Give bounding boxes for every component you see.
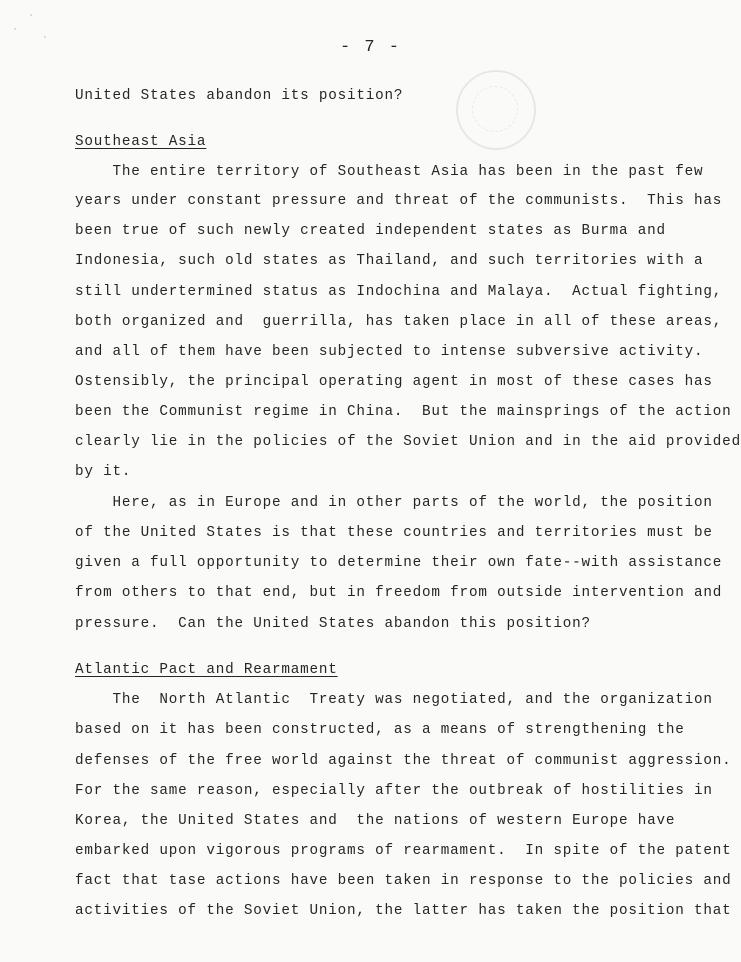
scan-speck bbox=[14, 28, 16, 30]
body-line: United States abandon its position? bbox=[75, 88, 404, 104]
body-line: given a full opportunity to determine their own fate--with assistance bbox=[75, 555, 723, 571]
body-line: of the United States is that these countries and territories must be bbox=[75, 525, 713, 541]
body-line: and all of them have been subjected to intense subversive activity. bbox=[75, 344, 704, 360]
body-line: Here, as in Europe and in other parts of the world, the position bbox=[75, 495, 713, 511]
section-heading-atlantic-pact: Atlantic Pact and Rearmament bbox=[75, 662, 338, 678]
page-number: - 7 - bbox=[339, 38, 401, 57]
scan-speck bbox=[30, 14, 32, 16]
body-line: Indonesia, such old states as Thailand, and such territories with a bbox=[75, 253, 704, 269]
body-line: fact that tase actions have been taken in response to the policies and bbox=[75, 873, 732, 889]
body-line: by it. bbox=[75, 464, 132, 480]
body-line: Ostensibly, the principal operating agent in most of these cases has bbox=[75, 374, 713, 390]
body-line: pressure. Can the United States abandon this position? bbox=[75, 616, 591, 632]
body-line: The North Atlantic Treaty was negotiated, and the organization bbox=[75, 692, 713, 708]
body-line: Korea, the United States and the nations of western Europe have bbox=[75, 813, 676, 829]
body-line: been true of such newly created independent states as Burma and bbox=[75, 223, 666, 239]
body-line: activities of the Soviet Union, the latter has taken the position that bbox=[75, 903, 732, 919]
body-line: defenses of the free world against the threat of communist aggression. bbox=[75, 753, 732, 769]
body-line: based on it has been constructed, as a means of strengthening the bbox=[75, 722, 685, 738]
body-line: clearly lie in the policies of the Soviet Union and in the aid provided bbox=[75, 434, 741, 450]
body-line: For the same reason, especially after the outbreak of hostilities in bbox=[75, 783, 713, 799]
section-heading-southeast-asia: Southeast Asia bbox=[75, 134, 207, 150]
library-stamp bbox=[456, 70, 536, 150]
body-line: been the Communist regime in China. But the mainsprings of the action bbox=[75, 404, 732, 420]
body-line: still undertermined status as Indochina and Malaya. Actual fighting, bbox=[75, 284, 723, 300]
body-line: both organized and guerrilla, has taken place in all of these areas, bbox=[75, 314, 723, 330]
body-line: The entire territory of Southeast Asia has been in the past few bbox=[75, 164, 704, 180]
body-line: years under constant pressure and threat of the communists. This has bbox=[75, 193, 723, 209]
body-line: from others to that end, but in freedom from outside intervention and bbox=[75, 585, 723, 601]
body-line: embarked upon vigorous programs of rearmament. In spite of the patent bbox=[75, 843, 732, 859]
